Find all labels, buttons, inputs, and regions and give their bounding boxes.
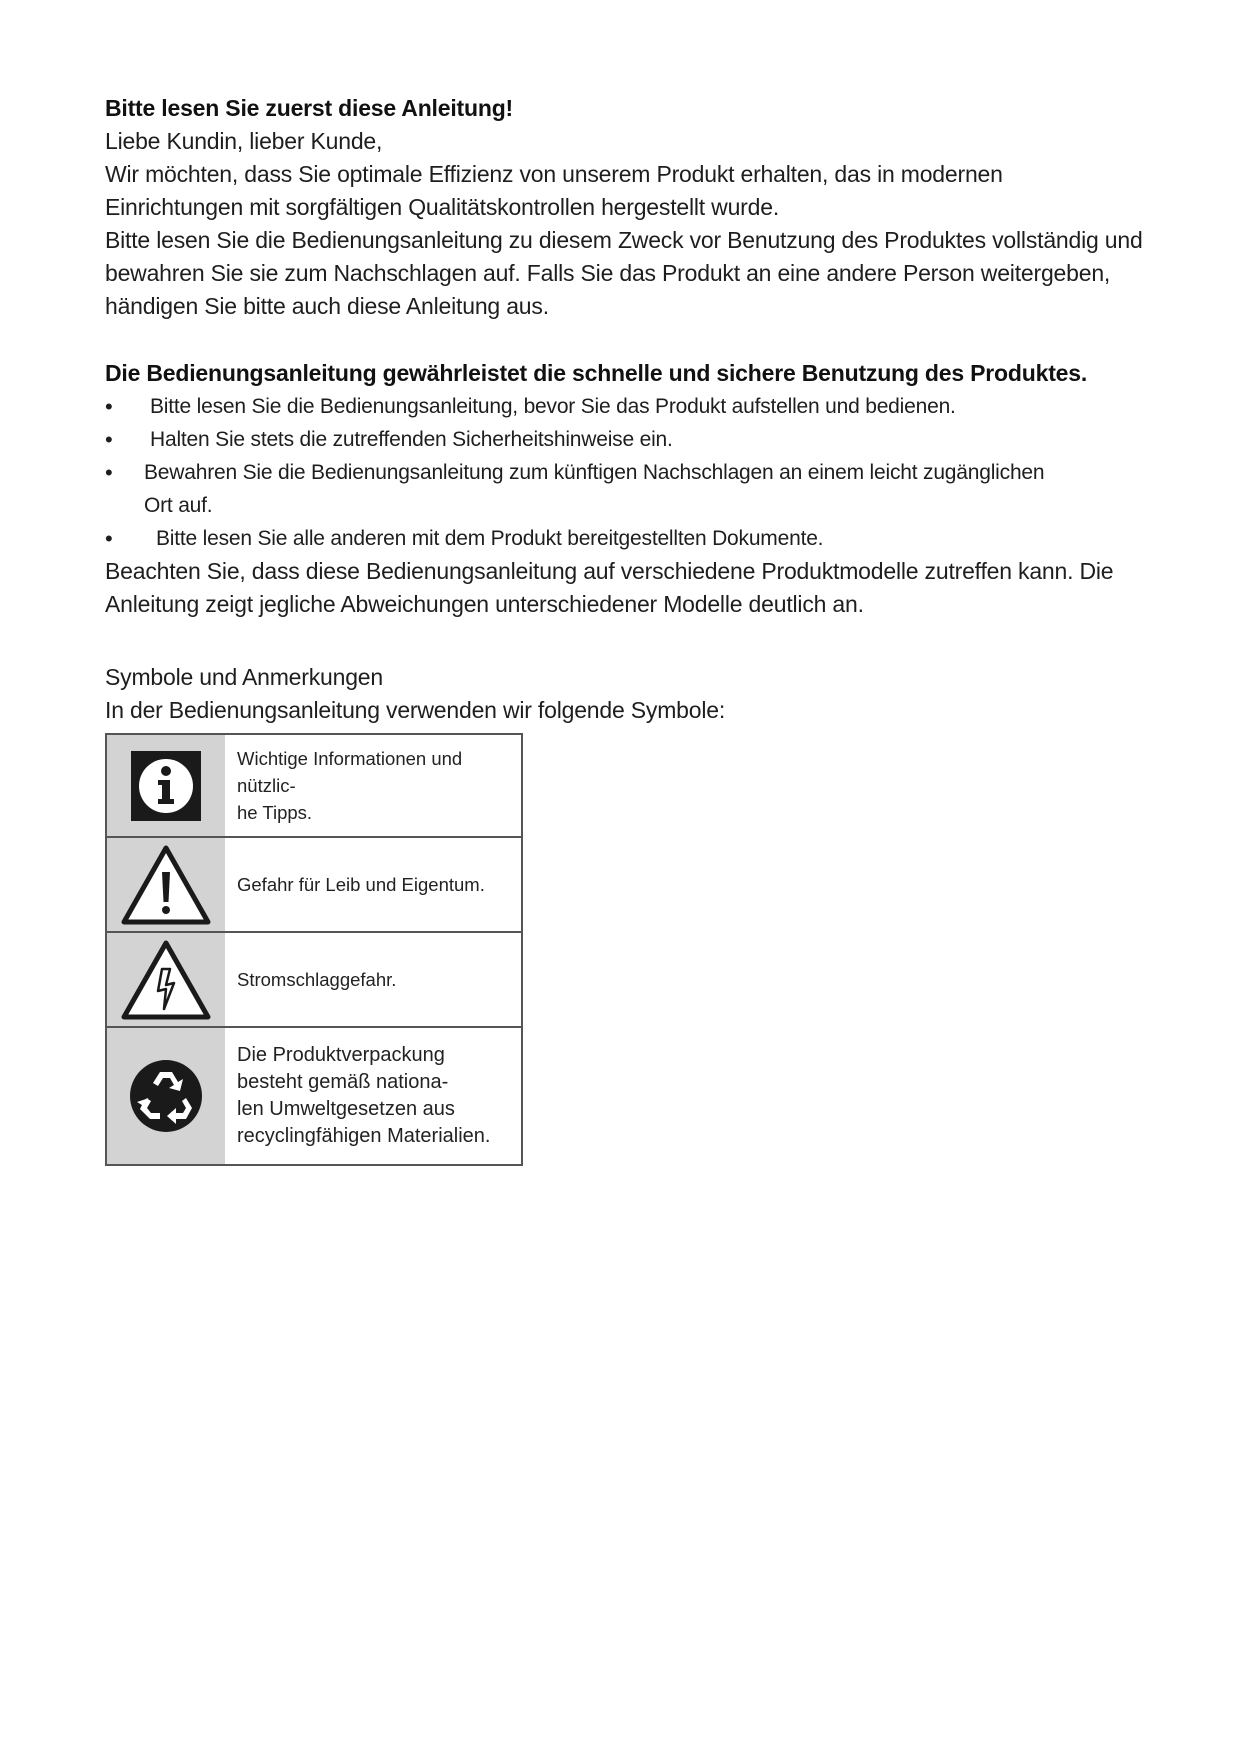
intro-para2-line3: händigen Sie bitte auch diese Anleitung aus. — [105, 293, 549, 319]
intro-para2-line2: bewahren Sie sie zum Nachschlagen auf. Falls Sie das Produkt an eine andere Person weitergeben, — [105, 260, 1111, 286]
symbol-description — [225, 1027, 522, 1165]
bullet-icon: • — [105, 526, 113, 551]
icon-cell — [106, 1027, 225, 1165]
warning-icon — [120, 844, 212, 926]
intro-title: Bitte lesen Sie zuerst diese Anleitung! — [105, 95, 513, 121]
intro-para2-line1: Bitte lesen Sie die Bedienungsanleitung zu diesem Zweck vor Benutzung des Produktes vollständig und — [105, 227, 1143, 253]
symbol-text-line: Stromschlaggefahr. — [237, 969, 397, 990]
bullet-icon: • — [105, 394, 113, 419]
symbols-heading: Symbole und Anmerkungen — [105, 664, 383, 690]
table-row — [106, 1027, 522, 1165]
electric-shock-icon — [120, 939, 212, 1021]
list-item — [105, 390, 1145, 423]
symbol-description — [225, 734, 522, 837]
note-line2: Anleitung zeigt jegliche Abweichungen unterschiedener Modelle deutlich an. — [105, 591, 864, 617]
symbol-description — [225, 837, 522, 932]
list-item — [105, 522, 1145, 555]
safety-heading: Die Bedienungsanleitung gewährleistet die schnelle und sichere Benutzung des Produktes. — [105, 360, 1088, 386]
symbol-text-line: Die Produktverpackung — [237, 1044, 445, 1066]
table-row — [106, 734, 522, 837]
document-page — [105, 92, 1145, 1166]
symbol-text-line: besteht gemäß nationa- — [237, 1071, 449, 1093]
icon-cell — [106, 837, 225, 932]
intro-para1-line2: Einrichtungen mit sorgfältigen Qualitätskontrollen hergestellt wurde. — [105, 194, 780, 220]
icon-cell — [106, 932, 225, 1027]
bullet-icon: • — [105, 427, 113, 452]
symbols-table — [105, 733, 523, 1166]
intro-para1-line1: Wir möchten, dass Sie optimale Effizienz von unserem Produkt erhalten, das in modernen — [105, 161, 1003, 187]
bullet-text: Bitte lesen Sie die Bedienungsanleitung, bevor Sie das Produkt aufstellen und bedienen. — [150, 395, 956, 418]
symbols-intro: In der Bedienungsanleitung verwenden wir folgende Symbole: — [105, 697, 726, 723]
bullet-text: Bitte lesen Sie alle anderen mit dem Produkt bereitgestellten Dokumente. — [156, 527, 824, 550]
symbol-text-line: len Umweltgesetzen aus — [237, 1098, 455, 1120]
table-row — [106, 837, 522, 932]
recycling-icon — [128, 1058, 204, 1134]
list-item — [105, 423, 1145, 456]
greeting: Liebe Kundin, lieber Kunde, — [105, 128, 383, 154]
symbol-text-line: Gefahr für Leib und Eigentum. — [237, 874, 485, 895]
safety-bullet-list — [105, 390, 1145, 555]
bullet-text: Halten Sie stets die zutreffenden Sicherheitshinweise ein. — [150, 428, 673, 451]
symbol-text-line: he Tipps. — [237, 802, 313, 823]
bullet-icon: • — [105, 460, 113, 485]
symbol-description — [225, 932, 522, 1027]
list-item — [105, 456, 1145, 522]
info-icon — [131, 751, 201, 821]
icon-cell — [106, 734, 225, 837]
symbol-text-line: Wichtige Informationen und nützlic- — [237, 748, 463, 796]
table-row — [106, 932, 522, 1027]
bullet-text: Bewahren Sie die Bedienungsanleitung zum künftigen Nachschlagen an einem leicht zugänglichen Ort auf. — [144, 461, 1045, 517]
note-line1: Beachten Sie, dass diese Bedienungsanleitung auf verschiedene Produktmodelle zutreffen kann. Die — [105, 558, 1114, 584]
symbol-text-line: recyclingfähigen Materialien. — [237, 1125, 491, 1147]
